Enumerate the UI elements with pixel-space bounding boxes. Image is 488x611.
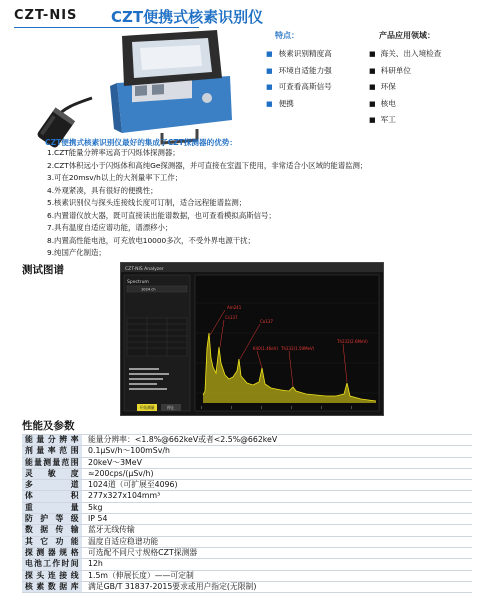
spec-row (22, 536, 472, 547)
peak-label: K40(1.46eV) (253, 346, 278, 351)
advantage-item: 4.外观紧凑，具有很好的便携性； (47, 185, 158, 195)
spec-row (22, 581, 472, 592)
advantage-item: 5.核素识别仪与探头连接线长度可订制，适合远程能谱监测； (47, 198, 247, 207)
stop-button-label: 停止 (167, 405, 175, 411)
spec-key: 重量 (22, 502, 82, 513)
feature-item: ■ 环境自适能力强 (266, 63, 332, 80)
spec-value: 20keV～3MeV (82, 457, 472, 468)
spec-row (22, 502, 472, 513)
spec-value: 能量分辨率：<1.8%@662keV或者<2.5%@662keV (82, 435, 472, 446)
spec-row (22, 514, 472, 525)
spec-table (22, 434, 472, 593)
spec-value: 可选配不同尺寸规格CZT探测器 (82, 547, 472, 558)
spectrum-view (121, 263, 383, 415)
advantage-item: 9.纯国产化制造； (47, 248, 106, 257)
panel-heading: Spectrum (127, 280, 149, 285)
spec-value: 满足GB/T 31837-2015要求或用户指定(无限制) (82, 581, 472, 592)
advantage-item: 3.可在20msv/h以上的大剂量率下工作； (47, 173, 183, 182)
window-title: CZT-NIS Analyzer (125, 267, 164, 272)
spec-key: 电池工作时间 (22, 559, 82, 570)
spec-value: ≈200cps/(μSv/h) (82, 468, 472, 479)
spec-row (22, 435, 472, 446)
spec-key: 数据传输 (22, 525, 82, 536)
feature-item: ■ 便携 (266, 96, 332, 113)
spec-value: 0.1μSv/h～100mSv/h (82, 446, 472, 457)
advantage-item: 2.CZT体积远小于闪烁体和高纯Ge探测器，并可直接在室温下使用，非常适合小区域的能谱监测； (47, 160, 368, 170)
advantages-list (47, 147, 367, 260)
spec-value: 蓝牙无线传输 (82, 525, 472, 536)
software-screenshot (120, 262, 384, 416)
spec-value: 5kg (82, 502, 472, 513)
model-code: CZT-NIS (14, 8, 78, 23)
application-item: ■ 科研单位 (369, 63, 441, 80)
peak-label: Am241 (227, 305, 242, 310)
peak-label: Th232(1.59MeV) (281, 346, 315, 351)
spec-key: 其它功能 (22, 536, 82, 547)
result-table (127, 318, 187, 356)
spec-row (22, 491, 472, 502)
feature-item: ■ 可查看高斯信号 (266, 79, 332, 96)
spec-value: 温度自适应稳谱功能 (82, 536, 472, 547)
peak-label: Co137 (260, 319, 273, 324)
spec-value: 277x327x104mm³ (82, 491, 472, 502)
peak-label: Th232(2.6MeV) (337, 339, 368, 344)
spec-key: 体积 (22, 491, 82, 502)
spec-row (22, 480, 472, 491)
page-title: CZT便携式核素识别仪 (111, 8, 264, 26)
spec-key: 多道 (22, 480, 82, 491)
features-heading: 特点： (275, 31, 299, 40)
application-item: ■ 核电 (369, 96, 441, 113)
spec-key: 能量分辨率 (22, 435, 82, 446)
spec-row (22, 457, 472, 468)
advantage-item: 8.内置高性能电池，可充放电10000多次，不受外界电源干扰； (47, 235, 255, 245)
spec-row (22, 468, 472, 479)
peak-label: Cs137 (225, 315, 238, 320)
spec-key: 探头连接线 (22, 570, 82, 581)
spec-value: IP 54 (82, 514, 472, 525)
spec-value: 1024道（可扩展至4096) (82, 480, 472, 491)
advantages-heading: CZT便携式核素识别仪最好的集成了CZT探测器的优势： (45, 138, 237, 147)
spec-section-heading: 性能及参数 (22, 420, 75, 432)
spec-row (22, 446, 472, 457)
field-value: 1024 ch (141, 287, 156, 292)
spec-value: 1.5m（伸展长度）——可定制 (82, 570, 472, 581)
start-button-label: 开始测量 (139, 405, 155, 411)
advantage-item: 6.内置谱仪放大器，既可直接读出能谱数据，也可查看模拟高斯信号； (47, 210, 276, 220)
features-list (266, 46, 332, 112)
feature-item: ■ 核素识别精度高 (266, 46, 332, 63)
spec-key: 防护等级 (22, 514, 82, 525)
spec-row (22, 559, 472, 570)
application-item: ■ 军工 (369, 112, 441, 129)
spec-row (22, 525, 472, 536)
spec-key: 剂量率范围 (22, 446, 82, 457)
spec-key: 灵敏度 (22, 468, 82, 479)
application-item: ■ 海关、出入境检查 (369, 46, 441, 63)
advantage-item: 7.具有温度自适应谱功能，谱漂移小； (47, 223, 173, 232)
test-section-heading: 测试图谱 (22, 264, 64, 276)
spec-row (22, 570, 472, 581)
spec-key: 探测器规格 (22, 547, 82, 558)
advantage-item: 1.CZT能量分辨率远高于闪烁体探测器； (47, 148, 180, 157)
spec-row (22, 547, 472, 558)
device-illustration (22, 28, 237, 148)
application-item: ■ 环保 (369, 79, 441, 96)
applications-heading: 产品应用领域： (379, 31, 435, 40)
spec-value: 12h (82, 559, 472, 570)
applications-list (369, 46, 441, 129)
spec-key: 核素数据库 (22, 581, 82, 592)
spec-key: 能量测量范围 (22, 457, 82, 468)
